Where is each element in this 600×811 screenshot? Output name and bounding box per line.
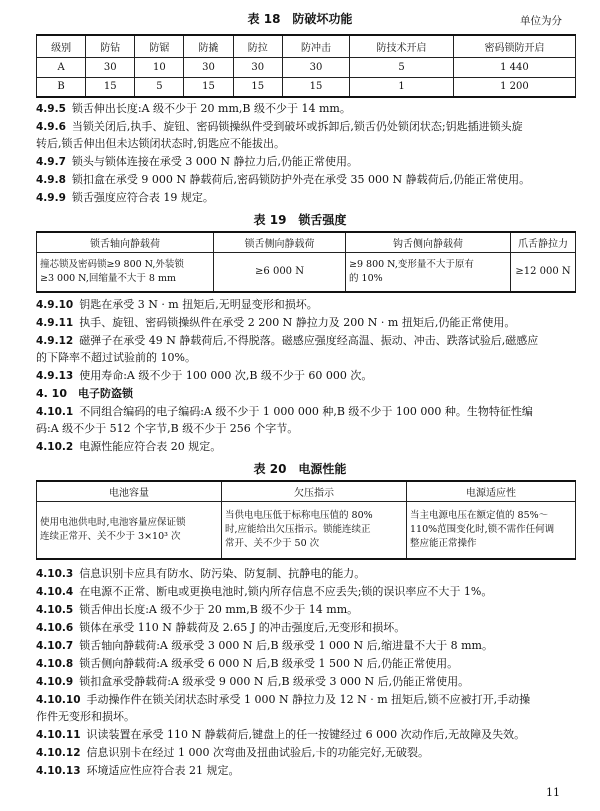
table-row: [37, 57, 576, 77]
table-cell: 使用电池供电时,电池容量应保证锁 连续正常开、关不少于 3×10³ 次: [37, 501, 222, 559]
clause-4-9-12-cont: 的下降率不超过试验前的 10%。: [36, 351, 196, 364]
table-cell: 15: [282, 77, 349, 97]
table-cell: 1: [350, 77, 454, 97]
table-row: [37, 501, 576, 559]
table-cell: 30: [86, 57, 135, 77]
clause-4-10-4: 4.10.4 在电源不正常、断电或更换电池时,锁内所存信息不应丢失;锁的误识率应不大于 1%。: [36, 585, 493, 598]
clause-4-10-11: 4.10.11 识读装置在承受 110 N 静载荷后,键盘上的任一按键经过 6 000 次动作后,无故障及失效。: [36, 728, 526, 741]
table-cell: ≥9 800 N,变形量不大于原有 的 10%: [346, 252, 511, 292]
table-header: 防钻: [86, 35, 135, 57]
table-header: 爪舌静拉力: [511, 232, 576, 252]
table-header: 防撬: [184, 35, 233, 57]
table-cell: ≥12 000 N: [511, 252, 576, 292]
clause-4-9-8: 4.9.8 锁扣盒在承受 9 000 N 静载荷后,密码锁防护外壳在承受 35 000 N 静载荷后,仍能正常使用。: [36, 173, 531, 186]
page-number: 11: [546, 786, 560, 799]
table-cell: ≥6 000 N: [214, 252, 346, 292]
clause-4-9-13: 4.9.13 使用寿命:A 级不少于 100 000 次,B 级不少于 60 000 次。: [36, 369, 373, 382]
clause-4-10-1-cont: 码:A 级不少于 512 个字节,B 级不少于 256 个字节。: [36, 422, 299, 435]
clause-4-9-10: 4.9.10 钥匙在承受 3 N · m 扭矩后,无明显变形和损坏。: [36, 298, 318, 311]
table-cell: 当供电电压低于标称电压值的 80% 时,应能给出欠压指示。锁能连续正 常开、关不少于 50 次: [222, 501, 407, 559]
table-cell: 15: [233, 77, 282, 97]
table-header: 防技术开启: [350, 35, 454, 57]
clause-4-9-7: 4.9.7 锁头与锁体连接在承受 3 000 N 静拉力后,仍能正常使用。: [36, 155, 359, 168]
table-header: 锁舌侧向静载荷: [214, 232, 346, 252]
table-19-title: 表 19 锁舌强度: [253, 213, 347, 227]
table-header: 密码锁防开启: [453, 35, 575, 57]
table-cell: 30: [184, 57, 233, 77]
clause-4-10-3: 4.10.3 信息识别卡应具有防水、防污染、防复制、抗静电的能力。: [36, 567, 366, 580]
clause-4-10-8: 4.10.8 锁舌侧向静载荷:A 级承受 6 000 N 后,B 级承受 1 500 N 后,仍能正常使用。: [36, 657, 459, 670]
clause-4-10-5: 4.10.5 锁舌伸出长度:A 级不少于 20 mm,B 级不少于 14 mm。: [36, 603, 359, 616]
table-cell: B: [37, 77, 86, 97]
clause-4-10-10-cont: 作件无变形和损坏。: [36, 710, 135, 723]
clause-4-9-5: 4.9.5 锁舌伸出长度:A 级不少于 20 mm,B 级不少于 14 mm。: [36, 102, 351, 115]
table-cell: 1 200: [453, 77, 575, 97]
table-header: 电源适应性: [407, 481, 576, 501]
clause-4-10-1: 4.10.1 不同组合编码的电子编码:A 级不少于 1 000 000 种,B 级不少于 100 000 种。生物特征性编: [36, 405, 533, 418]
table-18: [36, 34, 576, 98]
table-header: 防锯: [135, 35, 184, 57]
table-18-unit: 单位为分: [520, 15, 562, 27]
clause-4-10-9: 4.10.9 锁扣盒承受静载荷:A 级承受 9 000 N 后,B 级承受 3 000 N 后,仍能正常使用。: [36, 675, 470, 688]
table-cell: 撞芯锁及密码锁≥9 800 N,外装锁 ≥3 000 N,回缩量不大于 8 mm: [37, 252, 214, 292]
table-19: [36, 231, 576, 293]
clause-4-10-10: 4.10.10 手动操作件在锁关闭状态时承受 1 000 N 静拉力及 12 N · m 扭矩后,锁不应被打开,手动操: [36, 693, 531, 706]
clause-4-9-6: 4.9.6 当锁关闭后,执手、旋钮、密码锁操纵件受到破坏或拆卸后,锁舌仍处锁闭状态;钥匙插进锁头旋: [36, 120, 523, 133]
table-20-title: 表 20 电源性能: [253, 462, 347, 476]
table-cell: 30: [233, 57, 282, 77]
table-header: 电池容量: [37, 481, 222, 501]
clause-4-10-13: 4.10.13 环境适应性应符合表 21 规定。: [36, 764, 240, 777]
table-header: 锁舌轴向静载荷: [37, 232, 214, 252]
table-cell: 5: [135, 77, 184, 97]
table-header: 欠压指示: [222, 481, 407, 501]
table-cell: 15: [86, 77, 135, 97]
table-cell: 10: [135, 57, 184, 77]
table-20: [36, 480, 576, 560]
clause-4-9-6-cont: 转后,锁舌伸出但未达锁闭状态时,钥匙应不能拔出。: [36, 137, 285, 150]
table-row: [37, 77, 576, 97]
table-cell: 15: [184, 77, 233, 97]
clause-4-10-7: 4.10.7 锁舌轴向静载荷:A 级承受 3 000 N 后,B 级承受 1 000 N 后,缩进量不大于 8 mm。: [36, 639, 493, 652]
clause-4-10-12: 4.10.12 信息识别卡在经过 1 000 次弯曲及扭曲试验后,卡的功能完好,无破裂。: [36, 746, 429, 759]
table-18-title: 表 18 防破坏功能: [247, 12, 353, 26]
table-row: [37, 252, 576, 292]
clause-4-9-12: 4.9.12 磁弹子在承受 49 N 静载荷后,不得脱落。磁感应强度经高温、振动、冲击、跌落试验后,磁感应: [36, 334, 539, 347]
clause-4-10-6: 4.10.6 锁体在承受 110 N 静载荷及 2.65 J 的冲击强度后,无变形和损坏。: [36, 621, 406, 634]
table-header: 钩舌侧向静载荷: [346, 232, 511, 252]
table-header: 级别: [37, 35, 86, 57]
table-cell: 1 440: [453, 57, 575, 77]
table-cell: 5: [350, 57, 454, 77]
table-header: 防拉: [233, 35, 282, 57]
clause-4-9-9: 4.9.9 锁舌强度应符合表 19 规定。: [36, 191, 214, 204]
table-cell: 当主电源电压在额定值的 85%～ 110%范围变化时,锁不需作任何调 整应能正常操作: [407, 501, 576, 559]
clause-4-9-11: 4.9.11 执手、旋钮、密码锁操纵件在承受 2 200 N 静拉力及 200 N · m 扭矩后,仍能正常使用。: [36, 316, 516, 329]
table-cell: A: [37, 57, 86, 77]
table-cell: 30: [282, 57, 349, 77]
table-header: 防冲击: [282, 35, 349, 57]
clause-4-10-2: 4.10.2 电源性能应符合表 20 规定。: [36, 440, 222, 453]
section-4-10-heading: 4. 10 电子防盗锁: [36, 387, 133, 400]
